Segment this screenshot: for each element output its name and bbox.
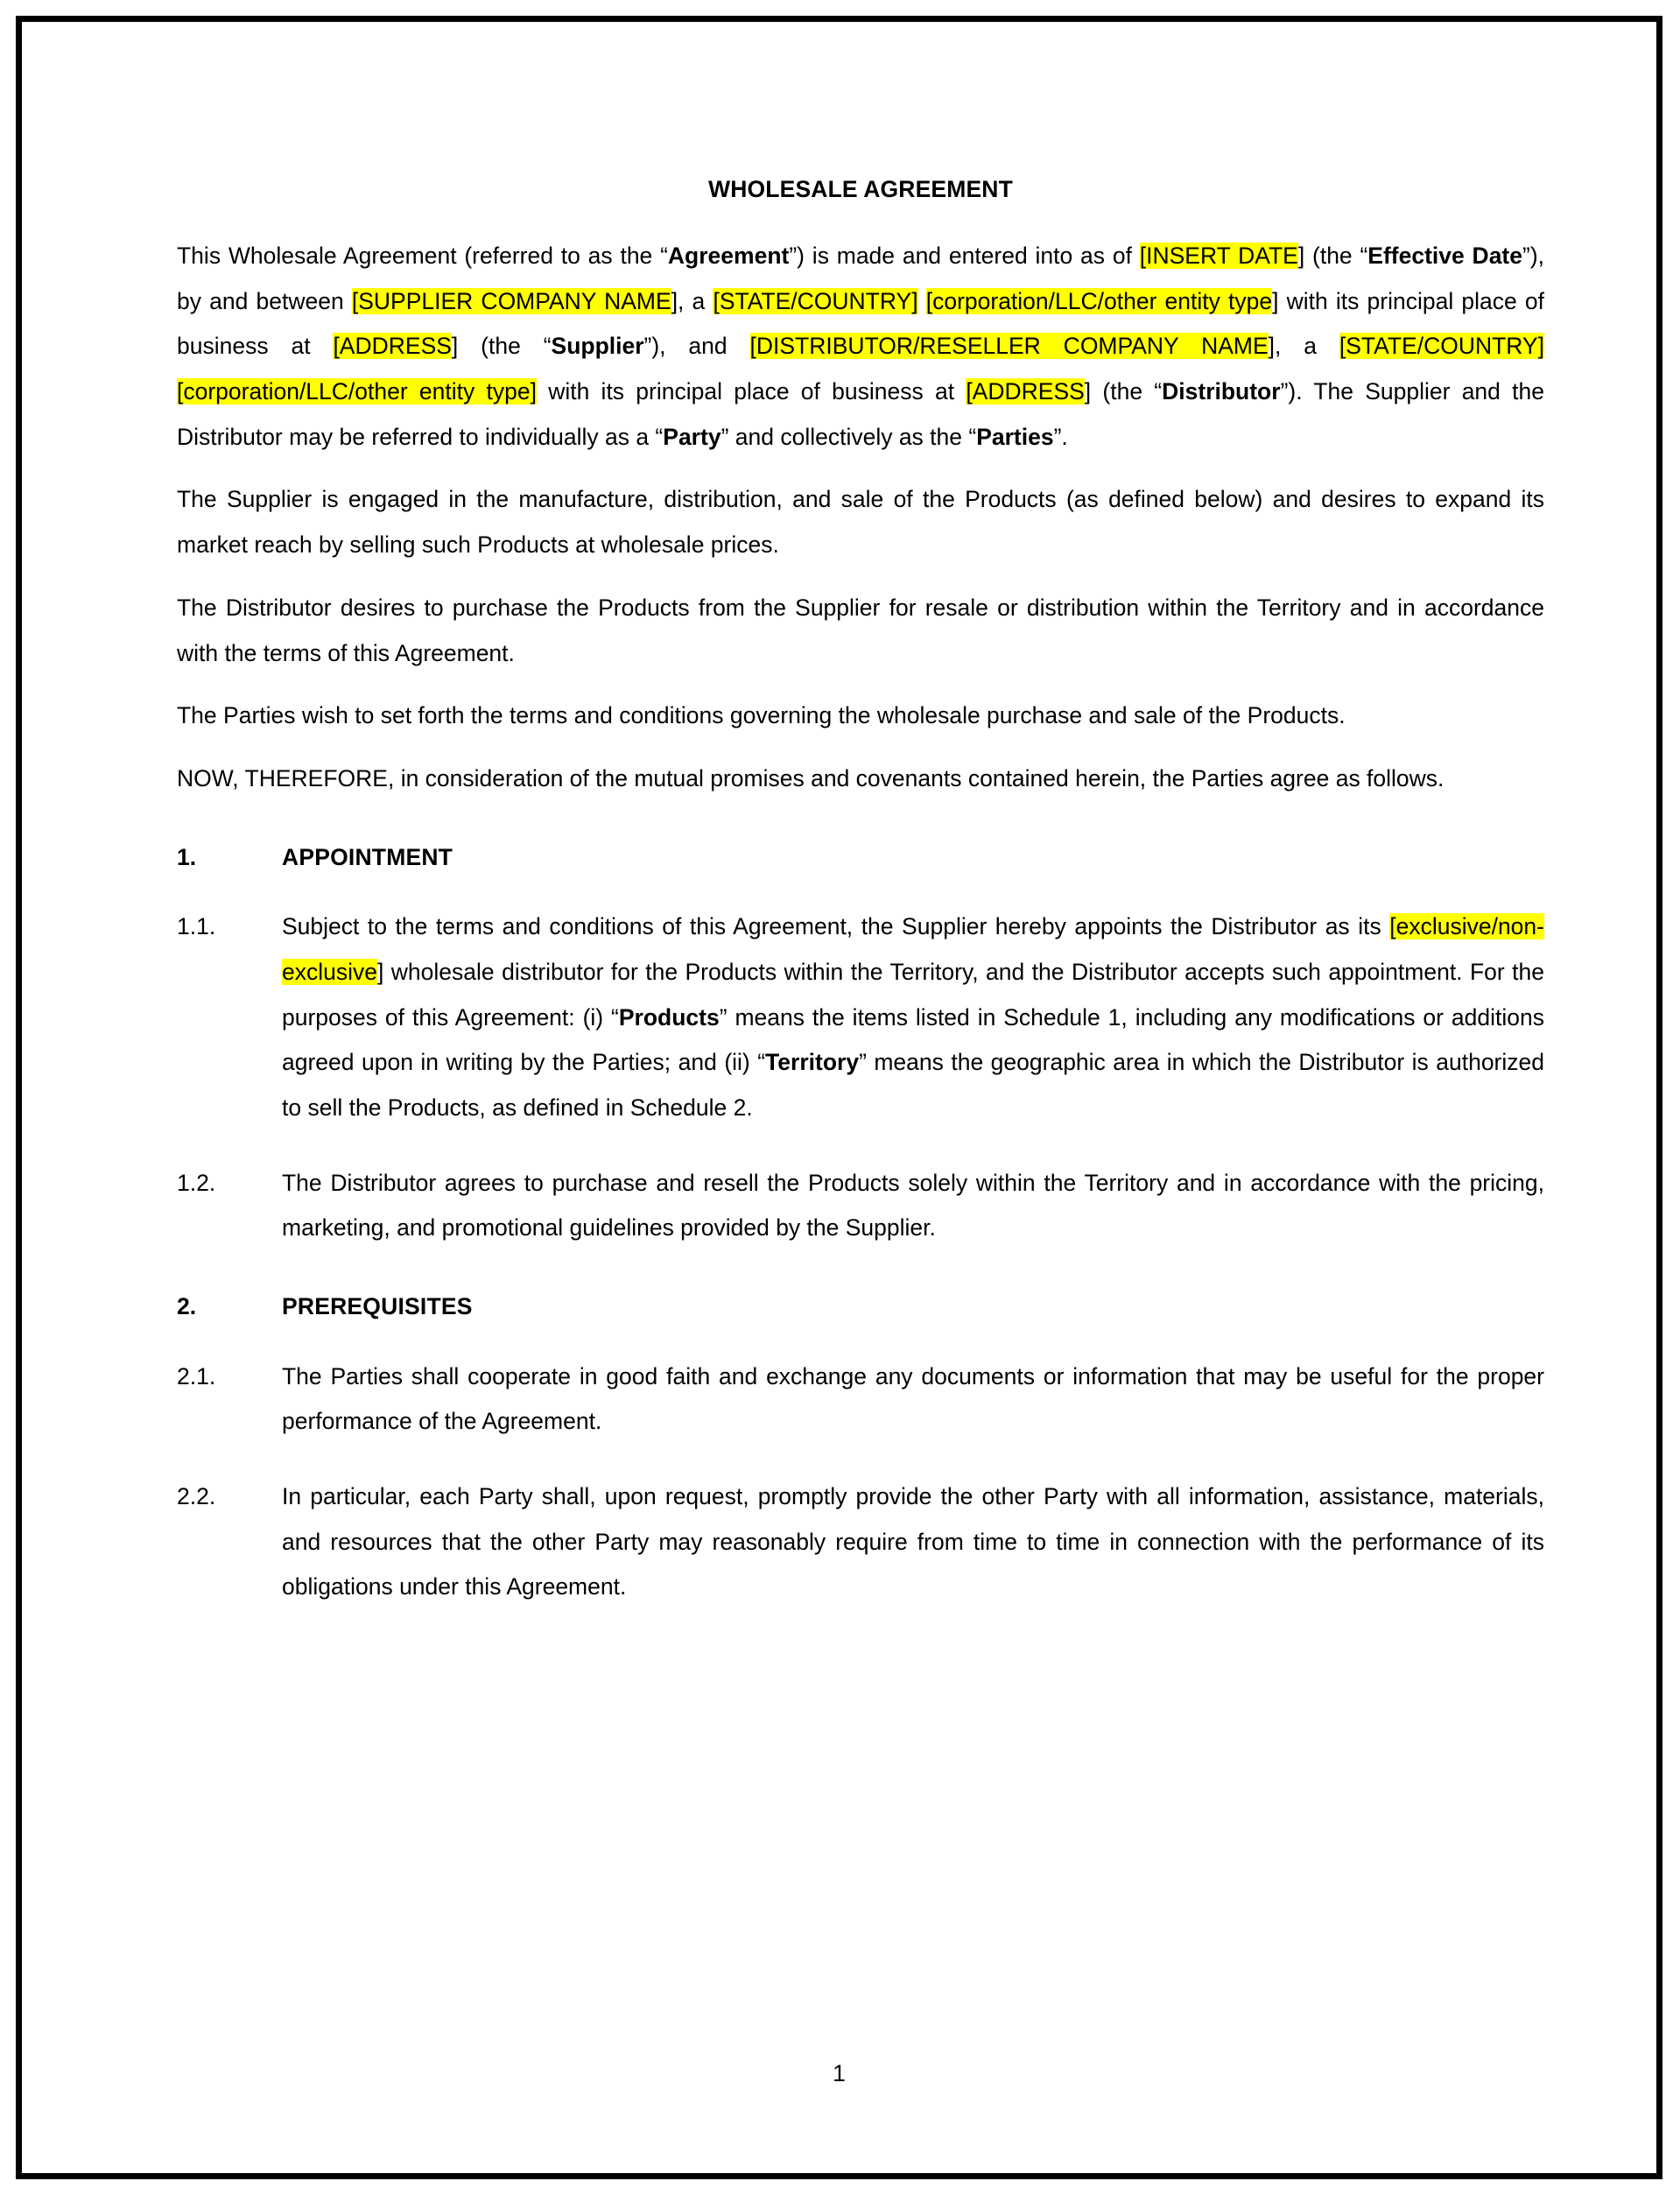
placeholder-supplier-entity-type: [corporation/LLC/other entity type <box>925 287 1273 314</box>
document-title: WHOLESALE AGREEMENT <box>708 176 1013 202</box>
preamble-text-segment <box>918 288 926 314</box>
placeholder-supplier-state-country: [STATE/COUNTRY] <box>713 287 918 314</box>
placeholder-exclusivity: [exclusive/non-exclusive <box>282 913 1544 985</box>
clause-number: 2.1. <box>177 1362 216 1389</box>
placeholder-distributor-address: [ADDRESS <box>966 378 1085 405</box>
preamble-paragraph-4: The Parties wish to set forth the terms and conditions governing the wholesale purchase and sale of the Products. <box>177 702 1346 729</box>
preamble-paragraph-5-now-therefore: NOW, THEREFORE, in consideration of the mutual promises and covenants contained herein, the Parties agree as follows. <box>177 764 1445 791</box>
preamble-paragraph-2: The Supplier is engaged in the manufacture, distribution, and sale of the Products (as defined below) and desires to expand its market reach by selling such Products at wholesale prices. <box>177 486 1544 559</box>
section-heading-prerequisites <box>177 1284 1544 1330</box>
preamble-paragraph-1 <box>177 234 1544 460</box>
clause-text-segment: ” means the items listed in Schedule 1, including any modifications or additions agreed upon in writing by the Parties; and (ii) “ <box>282 1003 1544 1076</box>
defined-term-supplier: Supplier <box>551 333 644 360</box>
defined-term-parties: Parties <box>976 423 1054 450</box>
section-title: APPOINTMENT <box>282 843 453 870</box>
placeholder-distributor-state-country: [STATE/COUNTRY] <box>1339 333 1544 360</box>
placeholder-distributor-entity-type: [corporation/LLC/other entity type] <box>177 378 537 405</box>
placeholder-distributor-company-name: [DISTRIBUTOR/RESELLER COMPANY NAME <box>749 333 1269 360</box>
clause-body: The Parties shall cooperate in good faith and exchange any documents or information that may be useful for the proper performance of the Agreement. <box>282 1362 1544 1435</box>
clause-1-2 <box>177 1161 1544 1251</box>
section-heading-appointment <box>177 835 1544 881</box>
clause-number: 1.2. <box>177 1169 216 1196</box>
placeholder-supplier-address: [ADDRESS <box>333 333 452 360</box>
clause-body <box>282 904 1544 1130</box>
clause-1-1 <box>177 904 1544 1130</box>
document-page <box>22 22 1656 2173</box>
preamble-text-segment: ”). The Supplier and the Distributor may be referred to individually as a “ <box>177 378 1544 450</box>
preamble-text-segment: ] (the “ <box>1297 243 1368 270</box>
clause-text-segment: ” means the geographic area in which the Distributor is authorized to sell the Products, as defined in Schedule 2. <box>282 1049 1544 1121</box>
preamble-text-segment: ”) is made and entered into as of <box>789 243 1140 270</box>
clause-text-segment: Subject to the terms and conditions of this Agreement, the Supplier hereby appoints the Distributor as its <box>282 913 1390 940</box>
preamble-text-segment: ] (the “ <box>1084 378 1163 405</box>
clause-body: The Distributor agrees to purchase and resell the Products solely within the Territory and in accordance with the pricing, marketing, and promotional guidelines provided by the Supplier. <box>282 1169 1544 1242</box>
defined-term-distributor: Distributor <box>1162 378 1281 405</box>
placeholder-supplier-company-name: [SUPPLIER COMPANY NAME <box>351 287 671 314</box>
section-number: 2. <box>177 1292 197 1319</box>
preamble-text-segment: ] (the “ <box>451 333 552 360</box>
section-title: PREREQUISITES <box>282 1292 473 1319</box>
clause-number: 1.1. <box>177 913 216 940</box>
preamble-text-segment: ], a <box>671 287 713 314</box>
preamble-text-segment: ], a <box>1268 333 1339 360</box>
clause-body: In particular, each Party shall, upon request, promptly provide the other Party with all information, assistance, materials, and resources that the other Party may reasonably require from time to time in connection with the performance of its obligations under this Agreement. <box>282 1482 1544 1601</box>
preamble-text-segment: ”. <box>1053 423 1068 450</box>
defined-term-territory: Territory <box>765 1049 860 1076</box>
section-number: 1. <box>177 843 197 870</box>
defined-term-effective-date: Effective Date <box>1367 243 1522 270</box>
preamble-text-segment: ”), by and between <box>177 243 1545 314</box>
defined-term-agreement: Agreement <box>667 243 790 270</box>
clause-2-2 <box>177 1474 1544 1610</box>
defined-term-products: Products <box>618 1003 720 1031</box>
preamble-text-segment: ” and collectively as the “ <box>721 423 977 450</box>
preamble-text-segment: ”), and <box>643 333 750 360</box>
document-content <box>177 175 1544 1640</box>
preamble-text-segment: This Wholesale Agreement (referred to as the “ <box>177 243 668 270</box>
clause-number: 2.2. <box>177 1482 216 1509</box>
preamble-text-segment: with its principal place of business at <box>536 378 967 405</box>
clause-2-1 <box>177 1354 1544 1445</box>
clause-text-segment: ] wholesale distributor for the Products within the Territory, and the Distributor accepts such appointment. For the purposes of this Agreement: (i) “ <box>282 958 1544 1031</box>
preamble-text-segment: ] with its principal place of business at <box>177 287 1544 360</box>
preamble-paragraph-3: The Distributor desires to purchase the Products from the Supplier for resale or distribution within the Territory and in accordance with the terms of this Agreement. <box>177 594 1544 666</box>
defined-term-party: Party <box>663 423 721 450</box>
document-page-border <box>16 16 1662 2179</box>
placeholder-insert-date: [INSERT DATE <box>1139 243 1298 270</box>
page-number-footer: 1 <box>833 2060 846 2086</box>
